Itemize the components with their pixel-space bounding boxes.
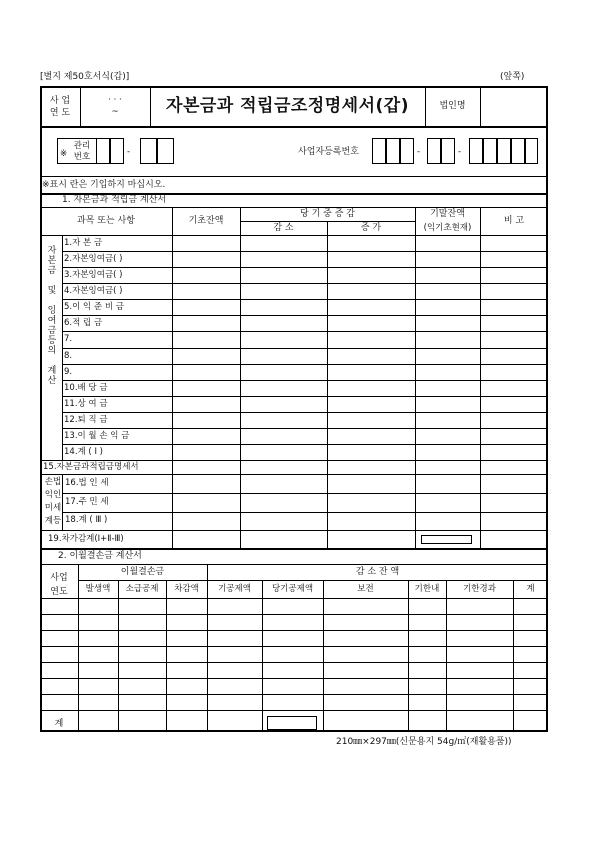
section2-title: 2. 이월결손금 계산서 [58, 551, 142, 561]
col-year: 사업 연도 [50, 573, 68, 597]
section-divider [40, 548, 548, 550]
divider [62, 493, 548, 494]
col-deficit: 이월결손금 [120, 567, 165, 577]
biz-reg-digit[interactable] [427, 138, 441, 164]
row-15-label: 15.자본금과적립금명세서 [43, 462, 139, 472]
col-occurred: 발생액 [85, 584, 111, 594]
row-divider [62, 396, 548, 397]
row-divider [40, 678, 548, 679]
row-label: 3.자본잉여금( ) [64, 270, 123, 280]
total-box[interactable] [421, 535, 472, 544]
group1-label: 자 본 금 및 잉 여 금 등 의 계 산 [47, 246, 57, 386]
row-divider [62, 299, 548, 300]
biz-reg-digit[interactable] [511, 138, 525, 164]
group2-label: 손법 익인 미세 계등 [44, 477, 62, 526]
col-expired: 기한경과 [463, 584, 496, 594]
row-19-label: 19.차가감계(Ⅰ+Ⅱ-Ⅲ) [48, 534, 124, 544]
col-current-deducted: 당기공제액 [271, 584, 314, 594]
col-line [415, 207, 416, 548]
form-number: [별지 제50호서식(갑)] [40, 72, 130, 82]
divider [40, 530, 548, 531]
row-label: 1.자 본 금 [64, 238, 103, 248]
col-line [240, 207, 241, 548]
col-closing: 기말잔액 [430, 209, 465, 219]
col-offset: 보전 [357, 584, 374, 594]
row-17-label: 17.주 민 세 [65, 497, 109, 507]
row-label: 7. [64, 334, 73, 344]
divider [40, 176, 548, 177]
row-16-label: 16.법 인 세 [65, 478, 109, 488]
row-divider [40, 662, 548, 663]
row-divider [40, 694, 548, 695]
col-within-term: 기한내 [414, 584, 440, 594]
business-year-dots: · · · [108, 95, 122, 105]
row-divider [62, 251, 548, 252]
corp-name-label: 법인명 [439, 101, 466, 111]
col-decrease: 감 소 [273, 223, 294, 233]
row-label: 11.상 여 금 [64, 399, 108, 409]
business-year-label: 사 업 연 도 [49, 96, 71, 118]
biz-reg-digit[interactable] [400, 138, 414, 164]
col-note: 비 고 [503, 216, 525, 226]
dash: - [458, 147, 462, 157]
row-label: 12.퇴 직 금 [64, 415, 108, 425]
row-divider [40, 710, 548, 711]
col-carryback: 소급공제 [125, 584, 159, 594]
row-divider [62, 364, 548, 365]
biz-reg-digit[interactable] [497, 138, 511, 164]
row-divider [62, 267, 548, 268]
biz-reg-label: 사업자등록번호 [298, 147, 359, 157]
dash: - [417, 147, 421, 157]
col-line [327, 221, 328, 548]
row-label: 10.배 당 금 [64, 383, 108, 393]
row-label: 4.자본잉여금( ) [64, 286, 123, 296]
col-balance: 감 소 잔 액 [355, 567, 400, 577]
row-divider [62, 331, 548, 332]
mgmt-mark: ※ [60, 149, 68, 159]
biz-reg-digit[interactable] [525, 138, 538, 164]
col-total: 계 [526, 584, 535, 594]
biz-reg-digit[interactable] [483, 138, 497, 164]
row-divider [40, 614, 548, 615]
row-divider [62, 348, 548, 349]
mgmt-digit[interactable] [157, 138, 174, 164]
col-opening: 기초잔액 [188, 216, 224, 226]
row-label: 2.자본잉여금( ) [64, 254, 123, 264]
row-label: 9. [64, 367, 73, 377]
form-title: 자본금과 적립금조정명세서(갑) [166, 96, 409, 116]
biz-reg-digit[interactable] [386, 138, 400, 164]
row-label: 6.적 립 금 [64, 318, 103, 328]
total-current-box[interactable] [267, 716, 317, 730]
col-change: 당 기 중 증 감 [300, 209, 355, 219]
divider [40, 598, 548, 599]
page-side: (앞쪽) [500, 72, 525, 82]
divider [80, 86, 81, 126]
mgmt-digit[interactable] [110, 138, 124, 164]
dash: - [127, 147, 131, 157]
row-divider [40, 630, 548, 631]
col-item: 과목 또는 사항 [77, 216, 135, 226]
row-divider [62, 315, 548, 316]
divider [40, 474, 548, 475]
row-label: 8. [64, 351, 73, 361]
col-net: 차감액 [174, 584, 199, 594]
row-label: 14.계 ( Ⅰ ) [64, 447, 103, 457]
section1-title: 1. 자본금과 적립금 계산서 [62, 195, 167, 205]
col-prior-deducted: 기공제액 [218, 584, 251, 594]
biz-reg-digit[interactable] [441, 138, 455, 164]
biz-reg-digit[interactable] [372, 138, 386, 164]
footer-spec: 210㎜×297㎜(신문용지 54g/㎡(재활용품)) [336, 737, 512, 747]
col-line [172, 235, 173, 548]
biz-reg-digit[interactable] [469, 138, 483, 164]
row-divider [62, 444, 548, 445]
business-year-tilde: ~ [111, 107, 119, 117]
divider [62, 512, 548, 513]
col-line [480, 207, 481, 548]
row-divider [62, 283, 548, 284]
total-label: 계 [54, 719, 64, 729]
col-closing-sub: (익기초현재) [423, 223, 472, 233]
mgmt-digit[interactable] [96, 138, 110, 164]
col-increase: 증 가 [360, 223, 382, 233]
row-label: 5.이 익 준 비 금 [64, 302, 124, 312]
row-divider [40, 646, 548, 647]
mgmt-label: 관리 번호 [73, 141, 91, 162]
row-label: 13.이 월 손 익 금 [64, 431, 130, 441]
mgmt-digit[interactable] [140, 138, 157, 164]
divider [40, 564, 548, 565]
corp-name-field[interactable] [481, 87, 547, 125]
row-divider [62, 412, 548, 413]
divider [40, 235, 548, 236]
notice-text: ※표시 란은 기입하지 마십시오. [42, 180, 166, 190]
row-divider [62, 428, 548, 429]
row-18-label: 18.계 ( Ⅲ ) [65, 515, 108, 525]
divider [40, 460, 548, 461]
row-divider [62, 380, 548, 381]
divider [78, 580, 548, 581]
header-divider [40, 126, 548, 128]
divider [40, 207, 548, 208]
